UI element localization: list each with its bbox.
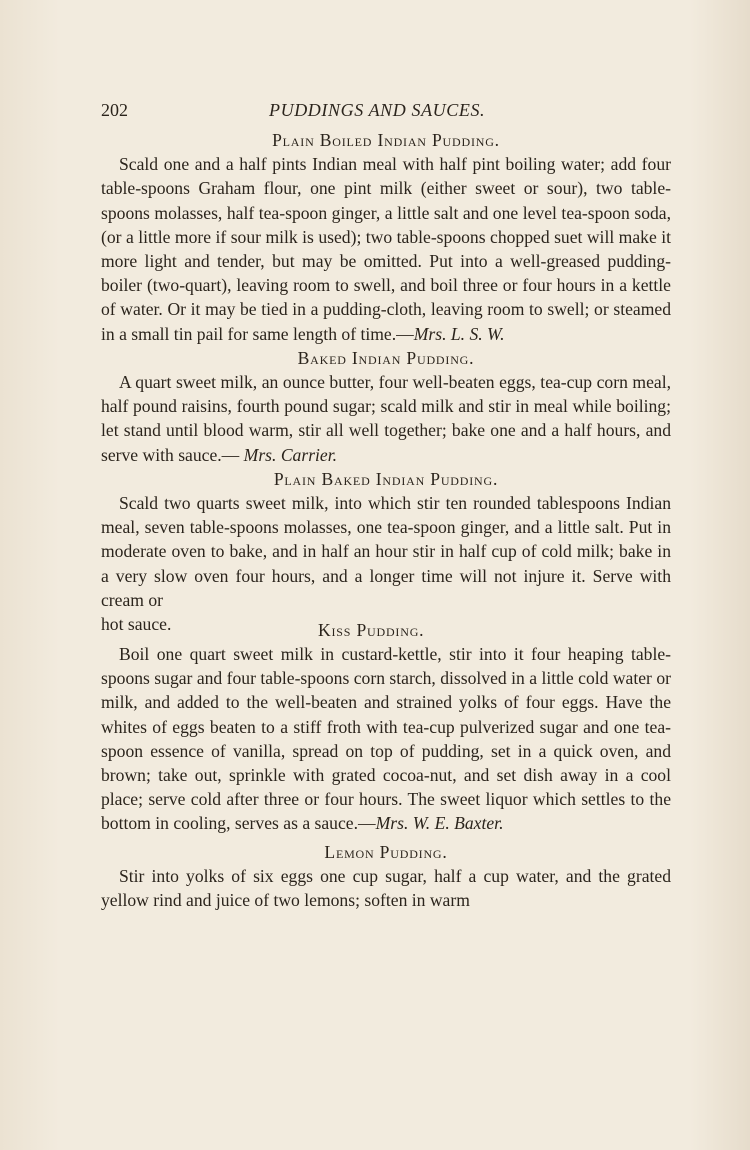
- recipe-body: [101, 370, 671, 467]
- running-head: [101, 90, 671, 124]
- recipe-body: [101, 642, 671, 836]
- recipe-body: [101, 864, 671, 912]
- recipe-text: Scald one and a half pints Indian meal with half pint boiling water; add four table-spoons Graham flour, one pint milk (either sweet or sour), two table-spoons molasses, half tea-spoon ginger, a little salt and one level tea-spoon soda, (or a little more if sour milk is used); two table-spoons chopped suet will make it more light and tender, but may be omitted. Put into a well-greased pudding-boiler (two-quart), leaving room to swell, and boil three or four hours in a kettle of water. Or it may be tied in a pudding-cloth, leaving room to swell; or steamed in a small tin pail for same length of time.—: [101, 154, 671, 344]
- recipe-attribution: Mrs. W. E. Baxter.: [375, 813, 504, 834]
- recipe-title: Baked Indian Pudding.: [297, 347, 475, 368]
- recipe-title-row: [101, 612, 671, 642]
- page-number: 202: [101, 100, 128, 120]
- recipe-lemon-pudding: [101, 840, 671, 913]
- recipe-plain-baked-indian-pudding: [101, 467, 671, 612]
- recipe-body: [101, 491, 671, 612]
- recipe-title: Kiss Pudding.: [318, 620, 425, 641]
- recipe-text: Boil one quart sweet milk in custard-kettle, stir into it four heaping table-spoons sugar and four table-spoons corn starch, dissolved in a little cold water or milk, and added to the well-beaten and strained yolks of four eggs. Have the whites of eggs beaten to a stiff froth with tea-cup pulverized sugar and one tea-spoon essence of vanilla, spread on top of pudding, set in a quick oven, and brown; take out, sprinkle with grated cocoa-nut, and set dish away in a cool place; serve cold after three or four hours. The sweet liquor which settles to the bottom in cooling, serves as a sauce.—: [101, 644, 671, 834]
- recipe-baked-indian-pudding: [101, 346, 671, 467]
- recipe-attribution: Mrs. L. S. W.: [413, 323, 505, 344]
- recipe-body: [101, 152, 671, 346]
- recipe-text-tail: hot sauce.: [101, 614, 172, 635]
- recipe-text: Scald two quarts sweet milk, into which stir ten rounded tablespoons Indian meal, seven table-spoons molasses, one tea-spoon ginger, and a little salt. Put in moderate oven to bake, and in half an hour stir in half cup of cold milk; bake in a very slow oven four hours, and a longer time will not injure it. Serve with cream or: [101, 493, 671, 610]
- recipe-plain-boiled-indian-pudding: [101, 128, 671, 346]
- recipe-text: Stir into yolks of six eggs one cup sugar, half a cup water, and the grated yellow rind and juice of two lemons; soften in warm: [101, 865, 671, 911]
- recipe-attribution: Mrs. Carrier.: [243, 444, 338, 465]
- recipe-kiss-pudding: [101, 642, 671, 836]
- recipe-title: Lemon Pudding.: [324, 841, 448, 862]
- recipe-text: A quart sweet milk, an ounce butter, four well-beaten eggs, tea-cup corn meal, half pound raisins, fourth pound sugar; scald milk and stir in meal while boiling; let stand until blood warm, stir all well together; bake one and a half hours, and serve with sauce.—: [101, 372, 671, 465]
- page-content: [101, 90, 671, 912]
- recipe-title: Plain Baked Indian Pudding.: [273, 468, 499, 489]
- header-title: PUDDINGS AND SAUCES.: [269, 100, 486, 120]
- recipe-title: Plain Boiled Indian Pudding.: [272, 130, 500, 150]
